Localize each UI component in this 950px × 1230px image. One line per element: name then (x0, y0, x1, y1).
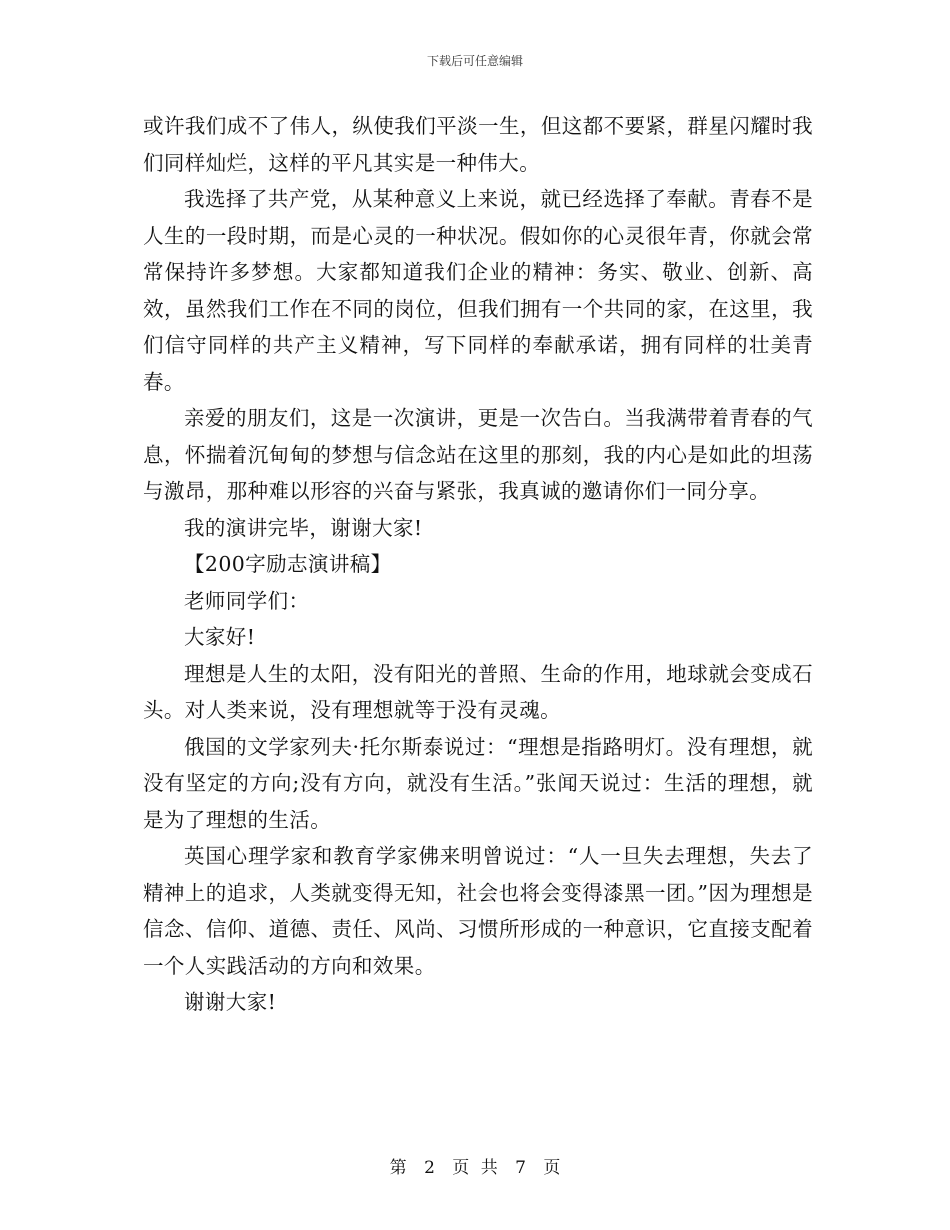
paragraph-2: 我选择了共产党，从某种意义上来说，就已经选择了奉献。青春不是人生的一段时期，而是心灵的一种状况。假如你的心灵很年青，你就会常常保持许多梦想。大家都知道我们企业的精神：务实、敬业、创新、高效，虽然我们工作在不同的岗位，但我们拥有一个共同的家，在这里，我们信守同样的共产主义精神，写下同样的奉献承诺，拥有同样的壮美青春。 (143, 187, 813, 394)
current-page-number: 2 (424, 1158, 435, 1178)
footer-middle: 页 共 (452, 1158, 498, 1178)
paragraph-3: 亲爱的朋友们，这是一次演讲，更是一次告白。当我满带着青春的气息，怀揣着沉甸甸的梦想与信念站在这里的那刻，我的内心是如此的坦荡与激昂，那种难以形容的兴奋与紧张，我真诚的邀请你们一同分享。 (143, 406, 813, 503)
footer-suffix: 页 (543, 1158, 561, 1178)
total-page-count: 7 (515, 1158, 526, 1178)
paragraph-8: 理想是人生的太阳，没有阳光的普照、生命的作用，地球就会变成石头。对人类来说，没有理想就等于没有灵魂。 (143, 661, 813, 722)
greeting: 大家好! (184, 625, 256, 649)
closing: 谢谢大家! (184, 990, 277, 1014)
document-body (143, 108, 813, 1021)
paragraph-4: 我的演讲完毕，谢谢大家! (184, 515, 423, 540)
paragraph-1: 或许我们成不了伟人，纵使我们平淡一生，但这都不要紧，群星闪耀时我们同样灿烂，这样的平凡其实是一种伟大。 (143, 114, 813, 175)
section-heading: 【200字励志演讲稿】 (184, 552, 392, 576)
paragraph-10: 英国心理学家和教育学家佛来明曾说过：“人一旦失去理想，失去了精神上的追求，人类就变得无知，社会也将会变得漆黑一团。”因为理想是信念、信仰、道德、责任、风尚、习惯所形成的一种意识，它直接支配着一个人实践活动的方向和效果。 (143, 844, 813, 978)
salutation: 老师同学们： (184, 588, 310, 613)
paragraph-9: 俄国的文学家列夫·托尔斯泰说过：“理想是指路明灯。没有理想，就没有坚定的方向;没有方向，就没有生活。”张闻天说过：生活的理想，就是为了理想的生活。 (143, 734, 813, 832)
page-footer (0, 1153, 950, 1178)
page-header: 下载后可任意编辑 (426, 54, 523, 68)
footer-prefix: 第 (389, 1158, 407, 1178)
